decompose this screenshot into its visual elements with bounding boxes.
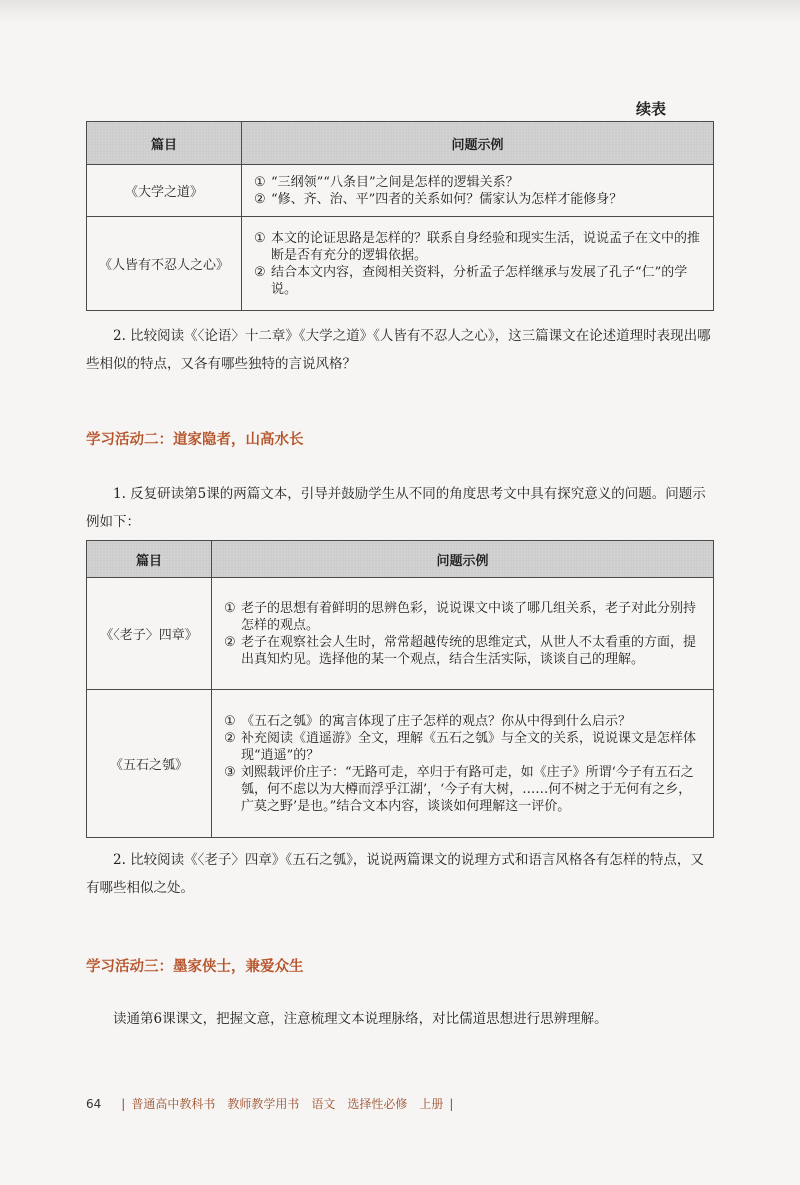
question-marker: ② [224, 730, 236, 746]
question-item [254, 264, 703, 298]
question-marker: ③ [224, 764, 236, 780]
table-header-row [87, 541, 714, 578]
question-text: 补充阅读《逍遥游》全文，理解《五石之瓠》与全文的关系，说说课文是怎样体现“逍遥”的？ [241, 730, 697, 763]
table-row [87, 217, 714, 311]
question-marker: ② [254, 264, 266, 280]
instruction-paragraph: 1. 反复研读第5课的两篇文本，引导并鼓励学生从不同的角度思考文中具有探究意义的问题。问题示例如下： [86, 486, 706, 530]
question-text: “三纲领”“八条目”之间是怎样的逻辑关系？ [271, 174, 519, 190]
question-item [254, 191, 703, 208]
footer-divider: | [449, 1096, 454, 1111]
question-table-2 [86, 540, 714, 838]
question-text: 老子的思想有着鲜明的思辨色彩，说说课文中谈了哪几组关系，老子对此分别持怎样的观点。 [241, 600, 697, 633]
row-title: 《五石之瓠》 [87, 690, 212, 838]
question-item [224, 764, 703, 815]
book-title: 普通高中教科书 教师教学用书 语文 选择性必修 上册 [131, 1097, 444, 1111]
question-text: 结合本文内容，查阅相关资料，分析孟子怎样继承与发展了孔子“仁”的学说。 [271, 264, 688, 297]
question-item [224, 730, 703, 764]
row-questions [212, 690, 714, 838]
continued-label: 续表 [636, 100, 667, 118]
question-marker: ① [224, 713, 236, 729]
question-marker: ① [254, 230, 266, 246]
row-questions [242, 165, 714, 217]
question-item [224, 713, 703, 730]
activity-2-heading: 学习活动二：道家隐者，山高水长 [86, 431, 304, 448]
table-row [87, 690, 714, 838]
page-number: 64 [86, 1096, 102, 1111]
row-title: 《人皆有不忍人之心》 [87, 217, 242, 311]
footer-divider: | [121, 1096, 126, 1111]
question-text: 刘熙载评价庄子：“无路可走，卒归于有路可走，如《庄子》所谓‘今子有五石之瓠，何不虑以为大樽而浮乎江湖’，‘今子有大树，……何不树之于无何有之乡，广莫之野’是也。”结合文本内容，谈谈如何理解这一评价。 [241, 764, 694, 814]
comparison-paragraph-2: 2. 比较阅读《〈老子〉四章》《五石之瓠》，说说两篇课文的说理方式和语言风格各有怎样的特点，又有哪些相似之处。 [86, 852, 704, 896]
header-questions: 问题示例 [212, 541, 714, 578]
question-marker: ① [224, 600, 236, 616]
row-questions [212, 578, 714, 690]
row-questions [242, 217, 714, 311]
header-title: 篇目 [87, 122, 242, 165]
table-row [87, 578, 714, 690]
question-item [254, 230, 703, 264]
question-text: 《五石之瓠》的寓言体现了庄子怎样的观点？你从中得到什么启示？ [241, 713, 632, 729]
question-text: 老子在观察社会人生时，常常超越传统的思维定式，从世人不太看重的方面，提出真知灼见。选择他的某一个观点，结合生活实际，谈谈自己的理解。 [241, 634, 697, 667]
question-marker: ① [254, 174, 266, 190]
comparison-paragraph-1: 2. 比较阅读《〈论语〉十二章》《大学之道》《人皆有不忍人之心》，这三篇课文在论述道理时表现出哪些相似的特点，又各有哪些独特的言说风格？ [86, 328, 711, 372]
question-table-1 [86, 121, 714, 311]
row-title: 《大学之道》 [87, 165, 242, 217]
table-header-row [87, 122, 714, 165]
question-item [224, 600, 703, 634]
reading-paragraph: 读通第6课课文，把握文意，注意梳理文本说理脉络，对比儒道思想进行思辨理解。 [113, 1011, 608, 1027]
question-text: 本文的论证思路是怎样的？联系自身经验和现实生活，说说孟子在文中的推断是否有充分的逻辑依据。 [271, 230, 701, 263]
page-top-shadow [0, 0, 800, 22]
page-footer [86, 1095, 459, 1112]
activity-3-heading: 学习活动三：墨家侠士，兼爱众生 [86, 958, 304, 975]
table-row [87, 165, 714, 217]
header-title: 篇目 [87, 541, 212, 578]
question-marker: ② [254, 191, 266, 207]
question-item [224, 634, 703, 668]
row-title: 《〈老子〉四章》 [87, 578, 212, 690]
question-marker: ② [224, 634, 236, 650]
question-item [254, 174, 703, 191]
header-questions: 问题示例 [242, 122, 714, 165]
question-text: “修、齐、治、平”四者的关系如何？儒家认为怎样才能修身？ [271, 191, 623, 207]
